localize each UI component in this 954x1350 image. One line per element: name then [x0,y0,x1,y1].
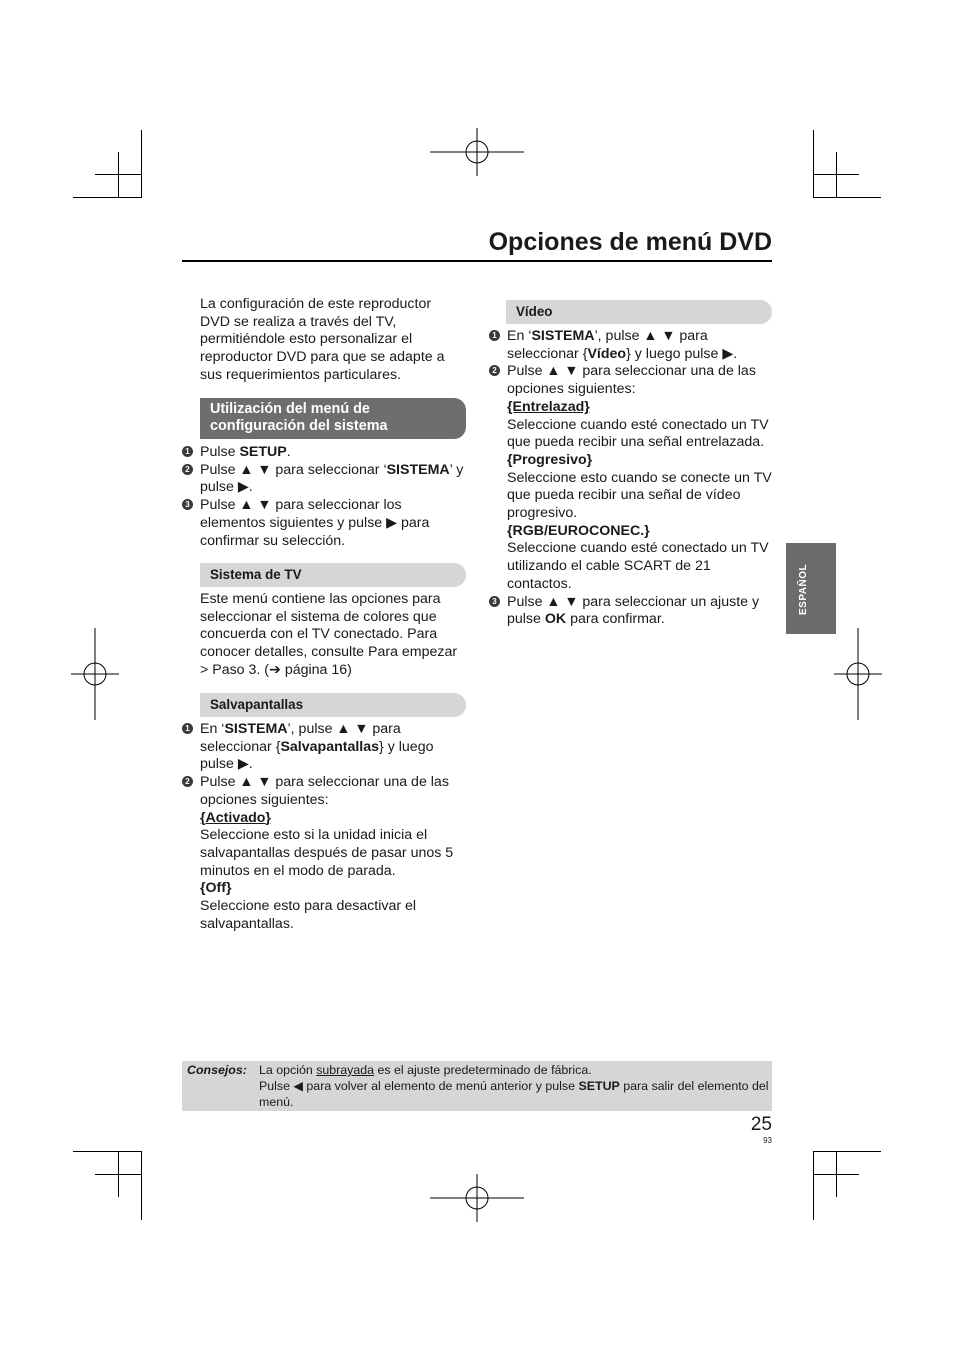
config-step-2: 2 Pulse ▲ ▼ para seleccionar ‘SISTEMA’ y pulse ▶. [200,462,466,497]
step-number-1: 1 [182,723,193,734]
option-activado: {Activado} [200,809,271,826]
video-body [492,328,773,629]
sistema-tv-text: Este menú contiene las opciones para seleccionar el sistema de colores que concuerda con el TV conectado. Para conocer detalles, consulte Para empezar > Paso 3. (➔ página 16) [200,591,458,678]
section-heading-config [200,398,466,439]
video-step-2: 2 Pulse ▲ ▼ para seleccionar una de las opciones siguientes: [507,363,773,398]
config-step-1: 1 Pulse SETUP. [200,444,466,462]
step-number-1: 1 [489,330,500,341]
step-number-1: 1 [182,446,193,457]
tips-text [259,1062,769,1111]
option-progresivo-desc: Seleccione esto cuando se conecte un TV que pueda recibir una señal de vídeo progresivo. [507,469,772,522]
option-off: {Off} [200,880,232,897]
section-heading-line2: configuración del sistema [210,418,388,434]
option-entrelazad: {Entrelazad} [507,398,590,415]
registration-mark-left [71,628,119,720]
step-number-2: 2 [182,776,193,787]
page-sub-number: 93 [763,1136,772,1145]
registration-mark-right [834,628,882,720]
step-number-3: 3 [489,596,500,607]
title-rule [182,260,772,262]
tips-line-2: Pulse ◀ para volver al elemento de menú anterior y pulse SETUP para salir del elemento del menú. [259,1079,769,1110]
step-number-3: 3 [182,499,193,510]
section-heading-salvapantallas: Salvapantallas [200,693,466,717]
video-step-3: 3 Pulse ▲ ▼ para seleccionar un ajuste y pulse OK para confirmar. [507,594,773,629]
salvapantallas-step-1: 1 En ‘SISTEMA’, pulse ▲ ▼ para seleccionar {Salvapantallas} y luego pulse ▶. [200,721,466,774]
language-tab [786,543,836,634]
page-number: 25 [750,1114,772,1135]
video-step-1: 1 En ‘SISTEMA’, pulse ▲ ▼ para seleccionar {Vídeo} y luego pulse ▶. [507,328,773,363]
registration-mark-top [430,128,524,176]
step-number-2: 2 [489,365,500,376]
step-number-2: 2 [182,464,193,475]
option-activado-desc: Seleccione esto si la unidad inicia el salvapantallas después de pasar unos 5 minutos en el modo de parada. [200,827,454,879]
page-title: Opciones de menú DVD [488,228,772,256]
config-steps [185,444,466,550]
section-heading-line1: Utilización del menú de [210,401,370,417]
intro-paragraph: La configuración de este reproductor DVD se realiza a través del TV, permitiéndole esto personalizar el reproductor DVD para que se adapte a sus requerimientos particulares. [200,296,445,383]
sistema-tv-body [200,591,466,680]
option-progresivo: {Progresivo} [507,451,593,468]
language-tab-label: ESPAÑOL [798,563,809,615]
option-rgb-euroconec-desc: Seleccione cuando esté conectado un TV utilizando el cable SCART de 21 contactos. [507,540,769,592]
config-step-3: 3 Pulse ▲ ▼ para seleccionar los elementos siguientes y pulse ▶ para confirmar su selección. [200,497,466,550]
registration-mark-bottom [430,1174,524,1222]
tips-label: Consejos: [187,1063,247,1077]
option-rgb-euroconec: {RGB/EUROCONEC.} [507,522,650,539]
intro-text [200,296,460,385]
salvapantallas-step-2: 2 Pulse ▲ ▼ para seleccionar una de las opciones siguientes: [200,774,466,809]
section-heading-sistema-tv: Sistema de TV [200,563,466,587]
tips-box [182,1061,772,1111]
option-entrelazad-desc: Seleccione cuando esté conectado un TV que pueda recibir una señal entrelazada. [507,416,769,451]
tips-line-1: La opción subrayada es el ajuste predeterminado de fábrica. [259,1063,592,1077]
salvapantallas-body [185,721,466,933]
section-heading-video: Vídeo [506,300,772,324]
option-off-desc: Seleccione esto para desactivar el salvapantallas. [200,898,417,932]
